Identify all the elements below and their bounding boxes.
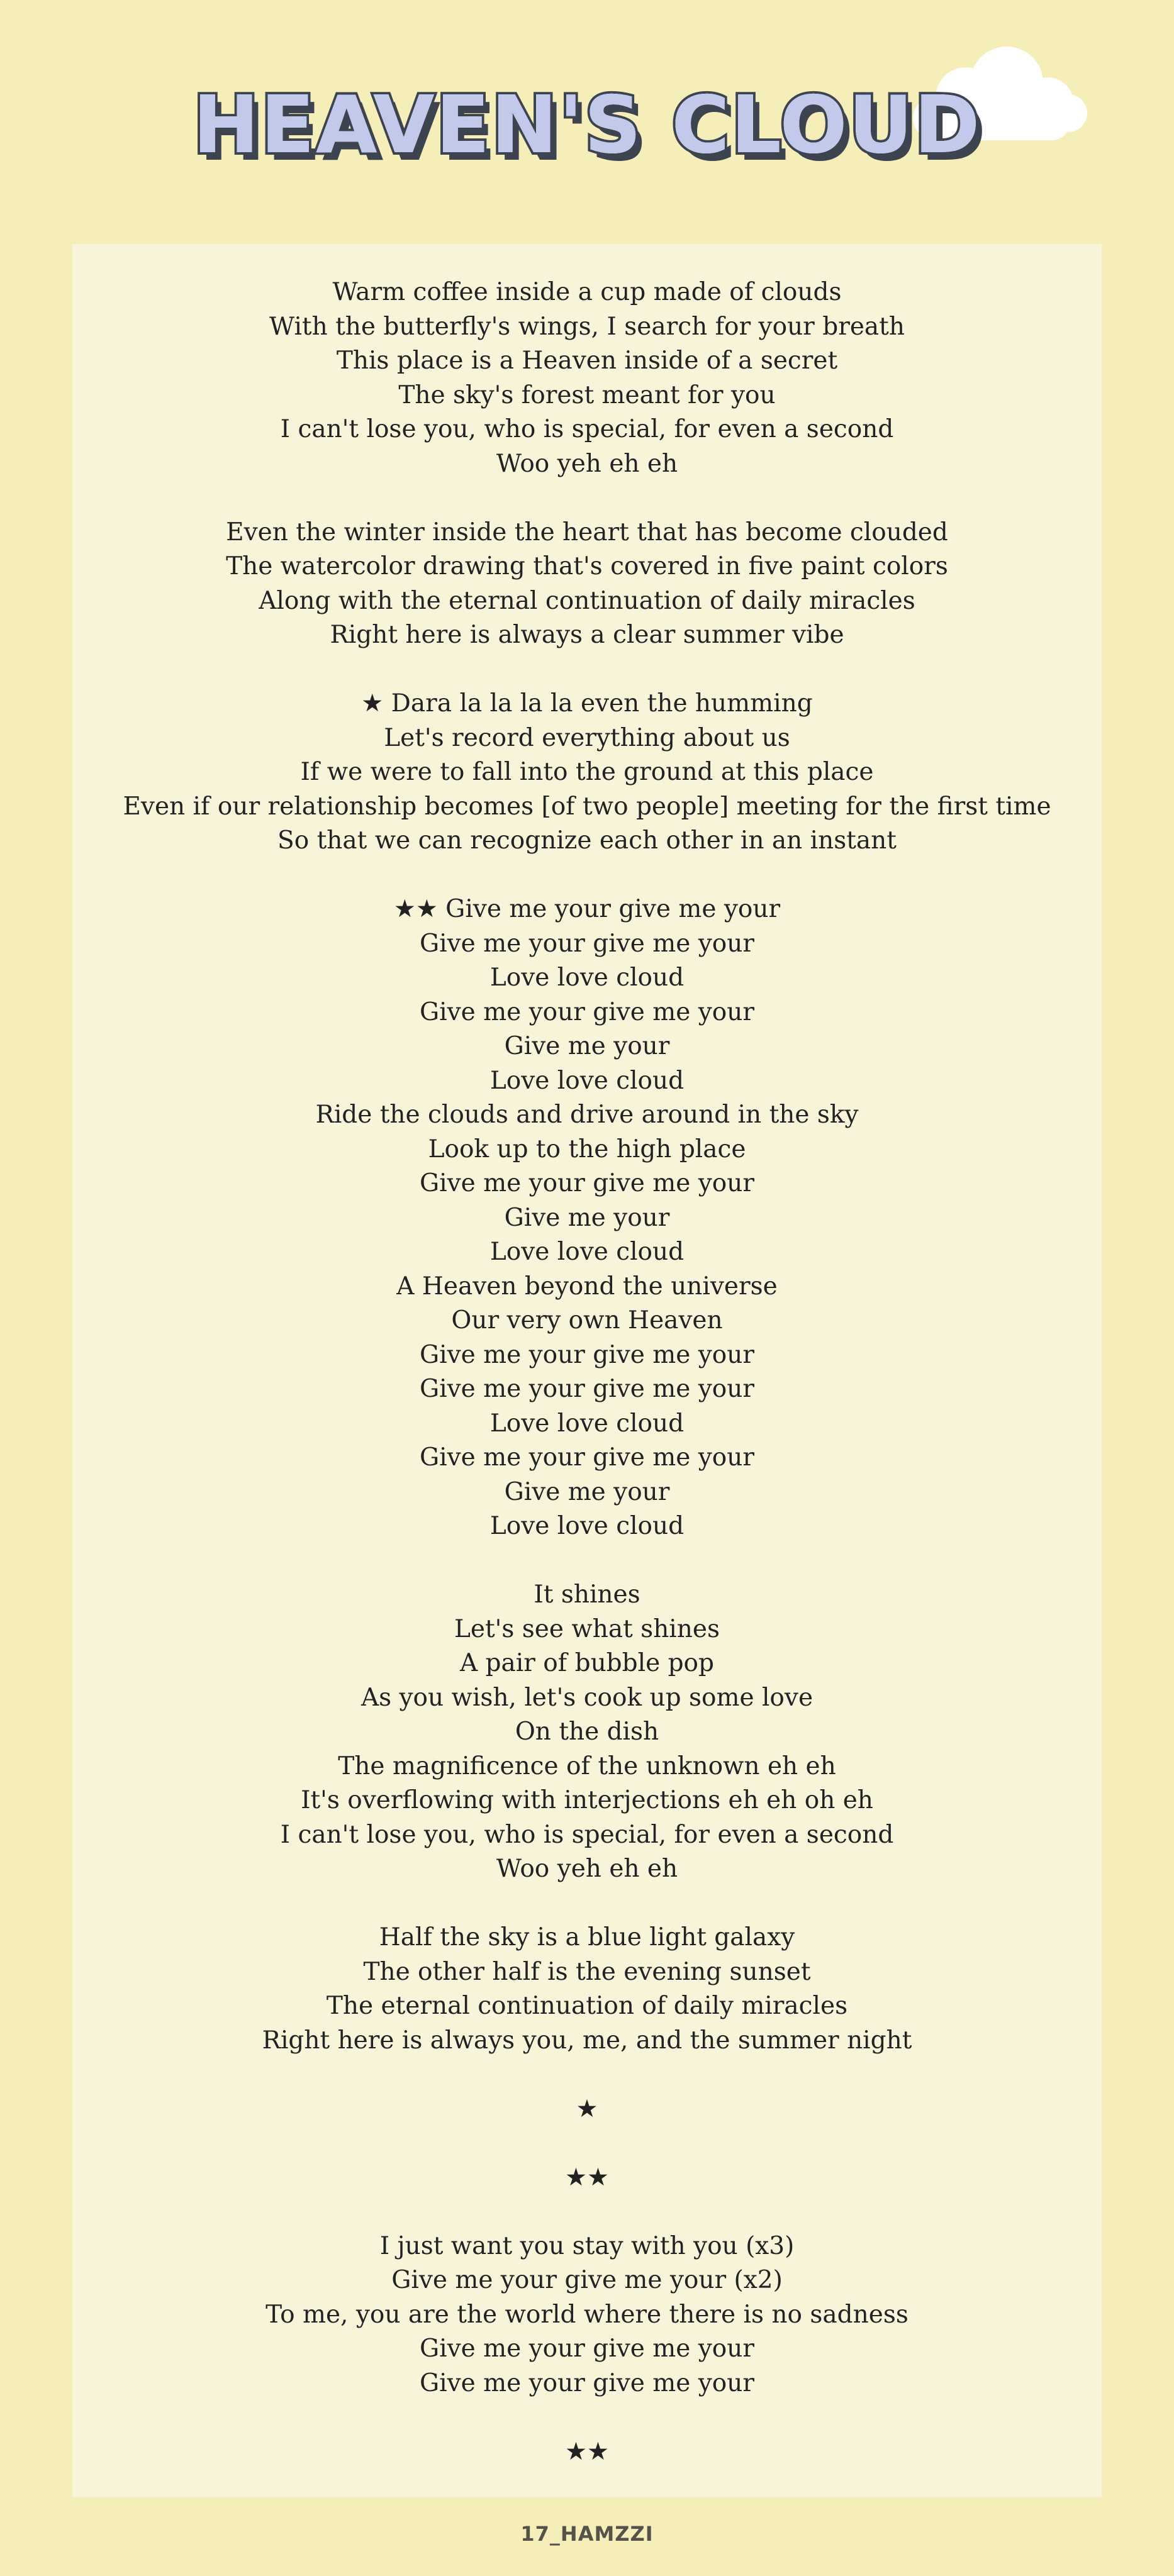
lyric-stanza — [72, 516, 1102, 653]
lyric-stanza — [72, 2435, 1102, 2470]
lyric-line: Love love cloud — [489, 1512, 685, 1540]
lyric-line: Warm coffee inside a cup made of clouds — [332, 278, 842, 306]
lyric-line: With the butterfly's wings, I search for your breath — [269, 312, 905, 341]
lyric-stanza — [72, 2229, 1102, 2401]
lyric-line: The watercolor drawing that's covered in five paint colors — [226, 552, 948, 580]
lyric-line: The sky's forest meant for you — [398, 380, 776, 409]
lyric-line: As you wish, let's cook up some love — [361, 1683, 813, 1712]
lyrics-panel — [72, 244, 1102, 2497]
lyric-line: Half the sky is a blue light galaxy — [379, 1923, 795, 1951]
lyric-stanza — [72, 892, 1102, 1544]
lyric-line: ★ — [576, 2094, 598, 2123]
lyric-stanza — [72, 2092, 1102, 2127]
lyric-line: ★ Dara la la la la even the humming — [361, 689, 813, 718]
lyric-line: If we were to fall into the ground at this place — [300, 758, 874, 786]
lyrics-body — [72, 275, 1102, 2504]
lyric-line: Love love cloud — [489, 1238, 685, 1266]
lyric-line: Let's record everything about us — [384, 723, 790, 752]
lyric-line: Give me your — [504, 1032, 670, 1060]
lyric-line: Right here is always a clear summer vibe — [330, 621, 844, 649]
lyric-line: Woo yeh eh eh — [496, 1855, 678, 1883]
lyric-line: Give me your — [504, 1203, 670, 1232]
lyric-line: Let's see what shines — [454, 1614, 720, 1643]
lyric-line: Give me your give me your — [420, 1375, 754, 1403]
lyric-line: Give me your give me your — [420, 929, 754, 958]
lyric-line: Give me your give me your — [420, 1169, 754, 1197]
lyric-line: To me, you are the world where there is no sadness — [266, 2300, 908, 2329]
lyric-line: Give me your give me your — [420, 1443, 754, 1472]
lyric-line: Love love cloud — [489, 1066, 685, 1095]
lyric-line: Give me your give me your — [420, 2334, 754, 2363]
lyric-line: I can't lose you, who is special, for even a second — [280, 1820, 894, 1849]
lyric-line: The eternal continuation of daily miracles — [326, 1992, 848, 2020]
lyric-line: A pair of bubble pop — [460, 1649, 714, 1677]
lyric-line: Look up to the high place — [428, 1135, 746, 1163]
page-title — [0, 79, 1174, 171]
lyric-line: Along with the eternal continuation of daily miracles — [259, 586, 915, 615]
title-text: HEAVEN'S CLOUD — [193, 79, 981, 171]
lyric-stanza — [72, 2161, 1102, 2196]
footer-credit: 17_HAMZZI — [520, 2522, 654, 2546]
lyric-line: ★★ — [565, 2437, 609, 2466]
lyric-line: Ride the clouds and drive around in the sky — [315, 1101, 859, 1129]
lyric-line: Give me your give me your — [420, 2368, 754, 2397]
lyric-line: It's overflowing with interjections eh eh oh eh — [301, 1786, 873, 1814]
lyric-line: Give me your give me your — [420, 997, 754, 1026]
lyric-line: Even the winter inside the heart that has become clouded — [226, 518, 948, 547]
lyric-line: I just want you stay with you (x3) — [379, 2231, 795, 2260]
lyric-line: Right here is always you, me, and the summer night — [262, 2026, 912, 2055]
lyric-line: Give me your — [504, 1477, 670, 1506]
lyric-line: A Heaven beyond the universe — [396, 1272, 778, 1301]
lyric-line: I can't lose you, who is special, for even a second — [280, 415, 894, 443]
lyric-line: Love love cloud — [489, 963, 685, 992]
lyric-line: Love love cloud — [489, 1409, 685, 1438]
lyric-line: The other half is the evening sunset — [363, 1957, 811, 1986]
header — [0, 0, 1174, 239]
lyric-line: It shines — [534, 1580, 640, 1609]
lyric-line: ★★ Give me your give me your — [393, 895, 781, 923]
lyric-line: On the dish — [515, 1718, 659, 1746]
lyric-line: The magnificence of the unknown eh eh — [338, 1752, 836, 1780]
lyric-stanza — [72, 1578, 1102, 1887]
lyric-line: Our very own Heaven — [451, 1306, 723, 1335]
lyric-line: This place is a Heaven inside of a secret — [336, 347, 838, 375]
lyric-line: Woo yeh eh eh — [496, 449, 678, 478]
lyric-stanza — [72, 1921, 1102, 2058]
lyric-line: Give me your give me your (x2) — [391, 2266, 783, 2294]
lyric-line: ★★ — [565, 2163, 609, 2192]
lyric-line: Give me your give me your — [420, 1340, 754, 1369]
lyric-stanza — [72, 275, 1102, 481]
lyric-line: Even if our relationship becomes [of two people] meeting for the first time — [123, 792, 1051, 821]
lyric-stanza — [72, 687, 1102, 858]
lyric-line: So that we can recognize each other in an instant — [277, 826, 897, 855]
